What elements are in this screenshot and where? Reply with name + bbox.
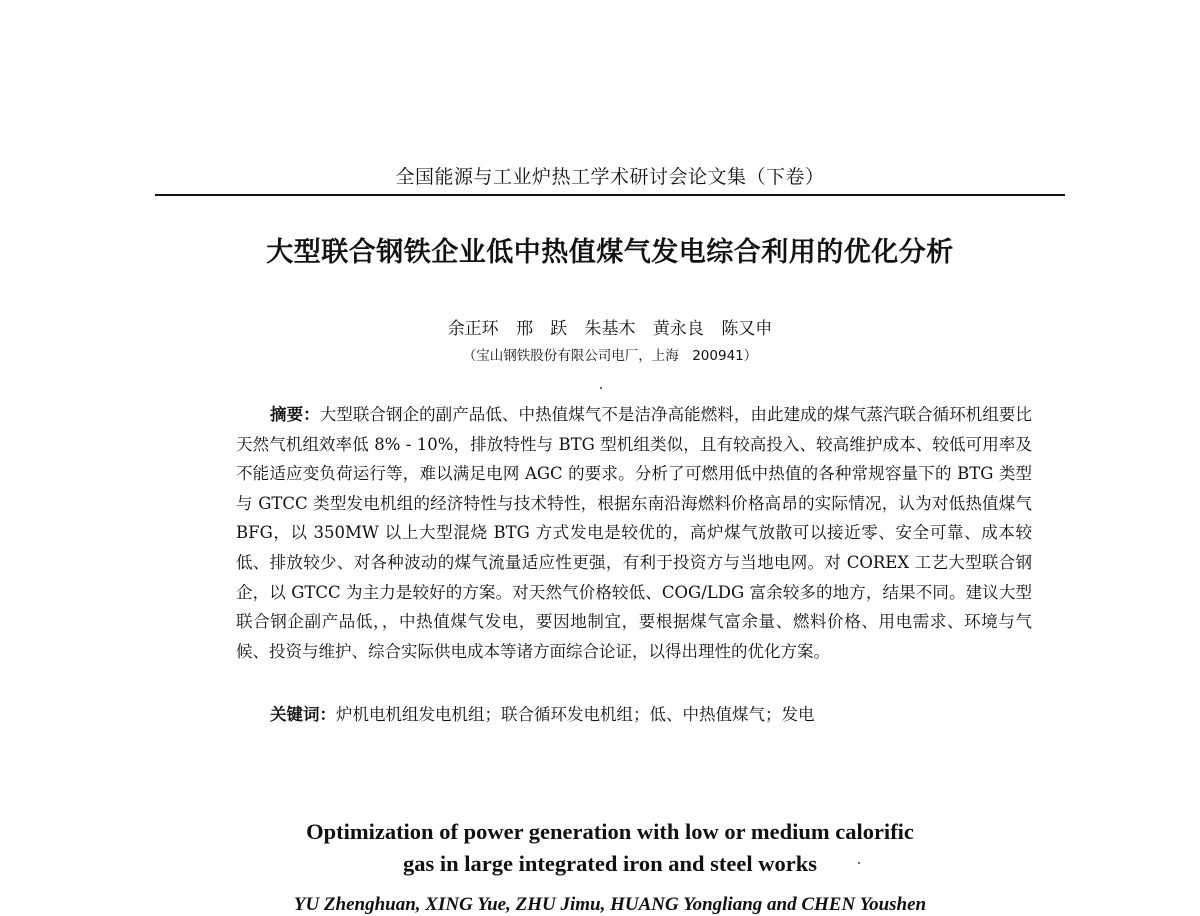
abstract-label: 摘要： (270, 405, 320, 424)
keywords-label: 关键词： (270, 705, 336, 724)
abstract-text: 大型联合钢企的副产品低、中热值煤气不是洁净高能燃料，由此建成的煤气蒸汽联合循环机组要比天然气机组效率低 8% - 10%，排放特性与 BTG 型机组类似，且有较高投入、较高维护成本、较低可用率及不能适应变负荷运行等，难以满足电网 AGC 的要求。分析了可燃用低中热值的各种常规容量下的 BTG 类型与 GTCC 类型发电机组的经济特性与技术特性，根据东南沿海燃料价格高昂的实际情况，认为对低热值煤气 BFG，以 350MW 以上大型混烧 BTG 方式发电是较优的，高炉煤气放散可以接近零、安全可靠、成本较低、排放较少、对各种波动的煤气流量适应性更强，有利于投资方与当地电网。对 COREX 工艺大型联合钢企，以 GTCC 为主力是较好的方案。对天然气价格较低、COG/LDG 富余较多的地方，结果不同。建议大型联合钢企副产品低，，中热值煤气发电，要因地制宜，要根据煤气富余量、燃料价格、用电需求、环境与气候、投资与维护、综合实际供电成本等诸方面综合论证，以得出理性的优化方案。 (236, 405, 1033, 661)
abstract-cn (236, 400, 1032, 666)
scan-speck (858, 862, 860, 864)
scan-speck (600, 387, 602, 389)
author-name: 朱基木 (584, 319, 636, 339)
paper-title-en (155, 816, 1065, 880)
running-header: 全国能源与工业炉热工学术研讨会论文集（下卷） (395, 166, 825, 188)
author-list-cn (155, 314, 1065, 339)
title-en-line-2: gas in large integrated iron and steel works (403, 851, 817, 876)
author-name: 黄永良 (652, 319, 704, 339)
author-list-en: YU Zhenghuan, XING Yue, ZHU Jimu, HUANG Yongliang and CHEN Youshen (293, 894, 927, 915)
paper-title-cn: 大型联合钢铁企业低中热值煤气发电综合利用的优化分析 (266, 237, 954, 268)
author-name: 余正环 (447, 319, 499, 339)
author-name: 陈又申 (721, 319, 773, 339)
author-name: 邢 跃 (516, 319, 568, 339)
keywords-text: 炉机电机组发电机组；联合循环发电机组；低、中热值煤气；发电 (336, 705, 815, 724)
keywords-cn (270, 701, 1030, 725)
header-rule (155, 194, 1065, 196)
affiliation-cn: （宝山钢铁股份有限公司电厂，上海 200941） (462, 348, 758, 364)
title-en-line-1: Optimization of power generation with low or medium calorific (306, 819, 914, 844)
